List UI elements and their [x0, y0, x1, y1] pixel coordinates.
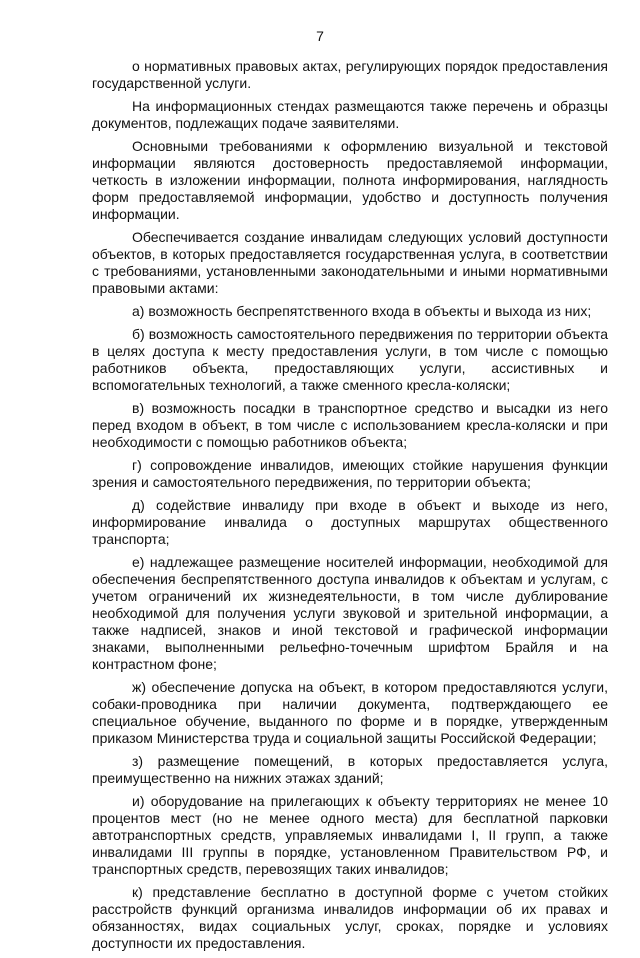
- paragraph-info-requirements: Основными требованиями к оформлению визуальной и текстовой информации являются достоверность предоставляемой информации, четкость в изложении информации, полнота информирования, наглядность форм предоставляемой информации, удобство и доступность получения информации.: [92, 138, 608, 222]
- list-item-k: к) представление бесплатно в доступной форме с учетом стойких расстройств функций организма инвалидов информации об их правах и обязанностях, видах социальных услуг, сроках, порядке и условиях доступности их предоставления.: [92, 884, 608, 951]
- page-number: 7: [316, 28, 324, 44]
- list-item-a: а) возможность беспрепятственного входа в объекты и выхода из них;: [132, 303, 592, 319]
- list-item-v: в) возможность посадки в транспортное средство и высадки из него перед входом в объект, в том числе с использованием кресла-коляски и при необходимости с помощью работников объекта;: [92, 400, 608, 450]
- list-item-z: з) размещение помещений, в которых предоставляется услуга, преимущественно на нижних этажах зданий;: [92, 753, 608, 786]
- list-item-b: б) возможность самостоятельного передвижения по территории объекта в целях доступа к месту предоставления услуги, в том числе с помощью работников объекта, предоставляющих услуги, ассистивных и вспомогательных технологий, а также сменного кресла-коляски;: [92, 326, 608, 393]
- paragraph-accessibility-intro: Обеспечивается создание инвалидам следующих условий доступности объектов, в которых предоставляется государственная услуга, в соответствии с требованиями, установленными законодательными и иными нормативными правовыми актами:: [92, 229, 608, 296]
- paragraph-legal-acts-continuation: о нормативных правовых актах, регулирующих порядок предоставления государственной услуги.: [92, 58, 608, 91]
- paragraph-info-stands: На информационных стендах размещаются также перечень и образцы документов, подлежащих подаче заявителями.: [92, 98, 608, 131]
- list-item-d: д) содействие инвалиду при входе в объект и выходе из него, информирование инвалида о доступных маршрутах общественного транспорта;: [92, 497, 608, 547]
- list-item-e: е) надлежащее размещение носителей информации, необходимой для обеспечения беспрепятственного доступа инвалидов к объектам и услугам, с учетом ограничений их жизнедеятельности, в том числе дублирование необходимой для получения услуги звуковой и зрительной информации, а также надписей, знаков и иной текстовой и графической информации знаками, выполненными рельефно-точечным шрифтом Брайля и на контрастном фоне;: [92, 554, 608, 672]
- list-item-g: г) сопровождение инвалидов, имеющих стойкие нарушения функции зрения и самостоятельного передвижения, по территории объекта;: [92, 457, 608, 490]
- list-item-zh: ж) обеспечение допуска на объект, в котором предоставляются услуги, собаки-проводника при наличии документа, подтверждающего ее специальное обучение, выданного по форме и в порядке, утвержденным приказом Министерства труда и социальной защиты Российской Федерации;: [92, 679, 608, 746]
- document-body: [92, 58, 608, 958]
- list-item-i: и) оборудование на прилегающих к объекту территориях не менее 10 процентов мест (но не менее одного места) для бесплатной парковки автотранспортных средств, управляемых инвалидами I, II групп, а также инвалидами III группы в порядке, установленном Правительством РФ, и транспортных средств, перевозящих таких инвалидов;: [92, 793, 608, 877]
